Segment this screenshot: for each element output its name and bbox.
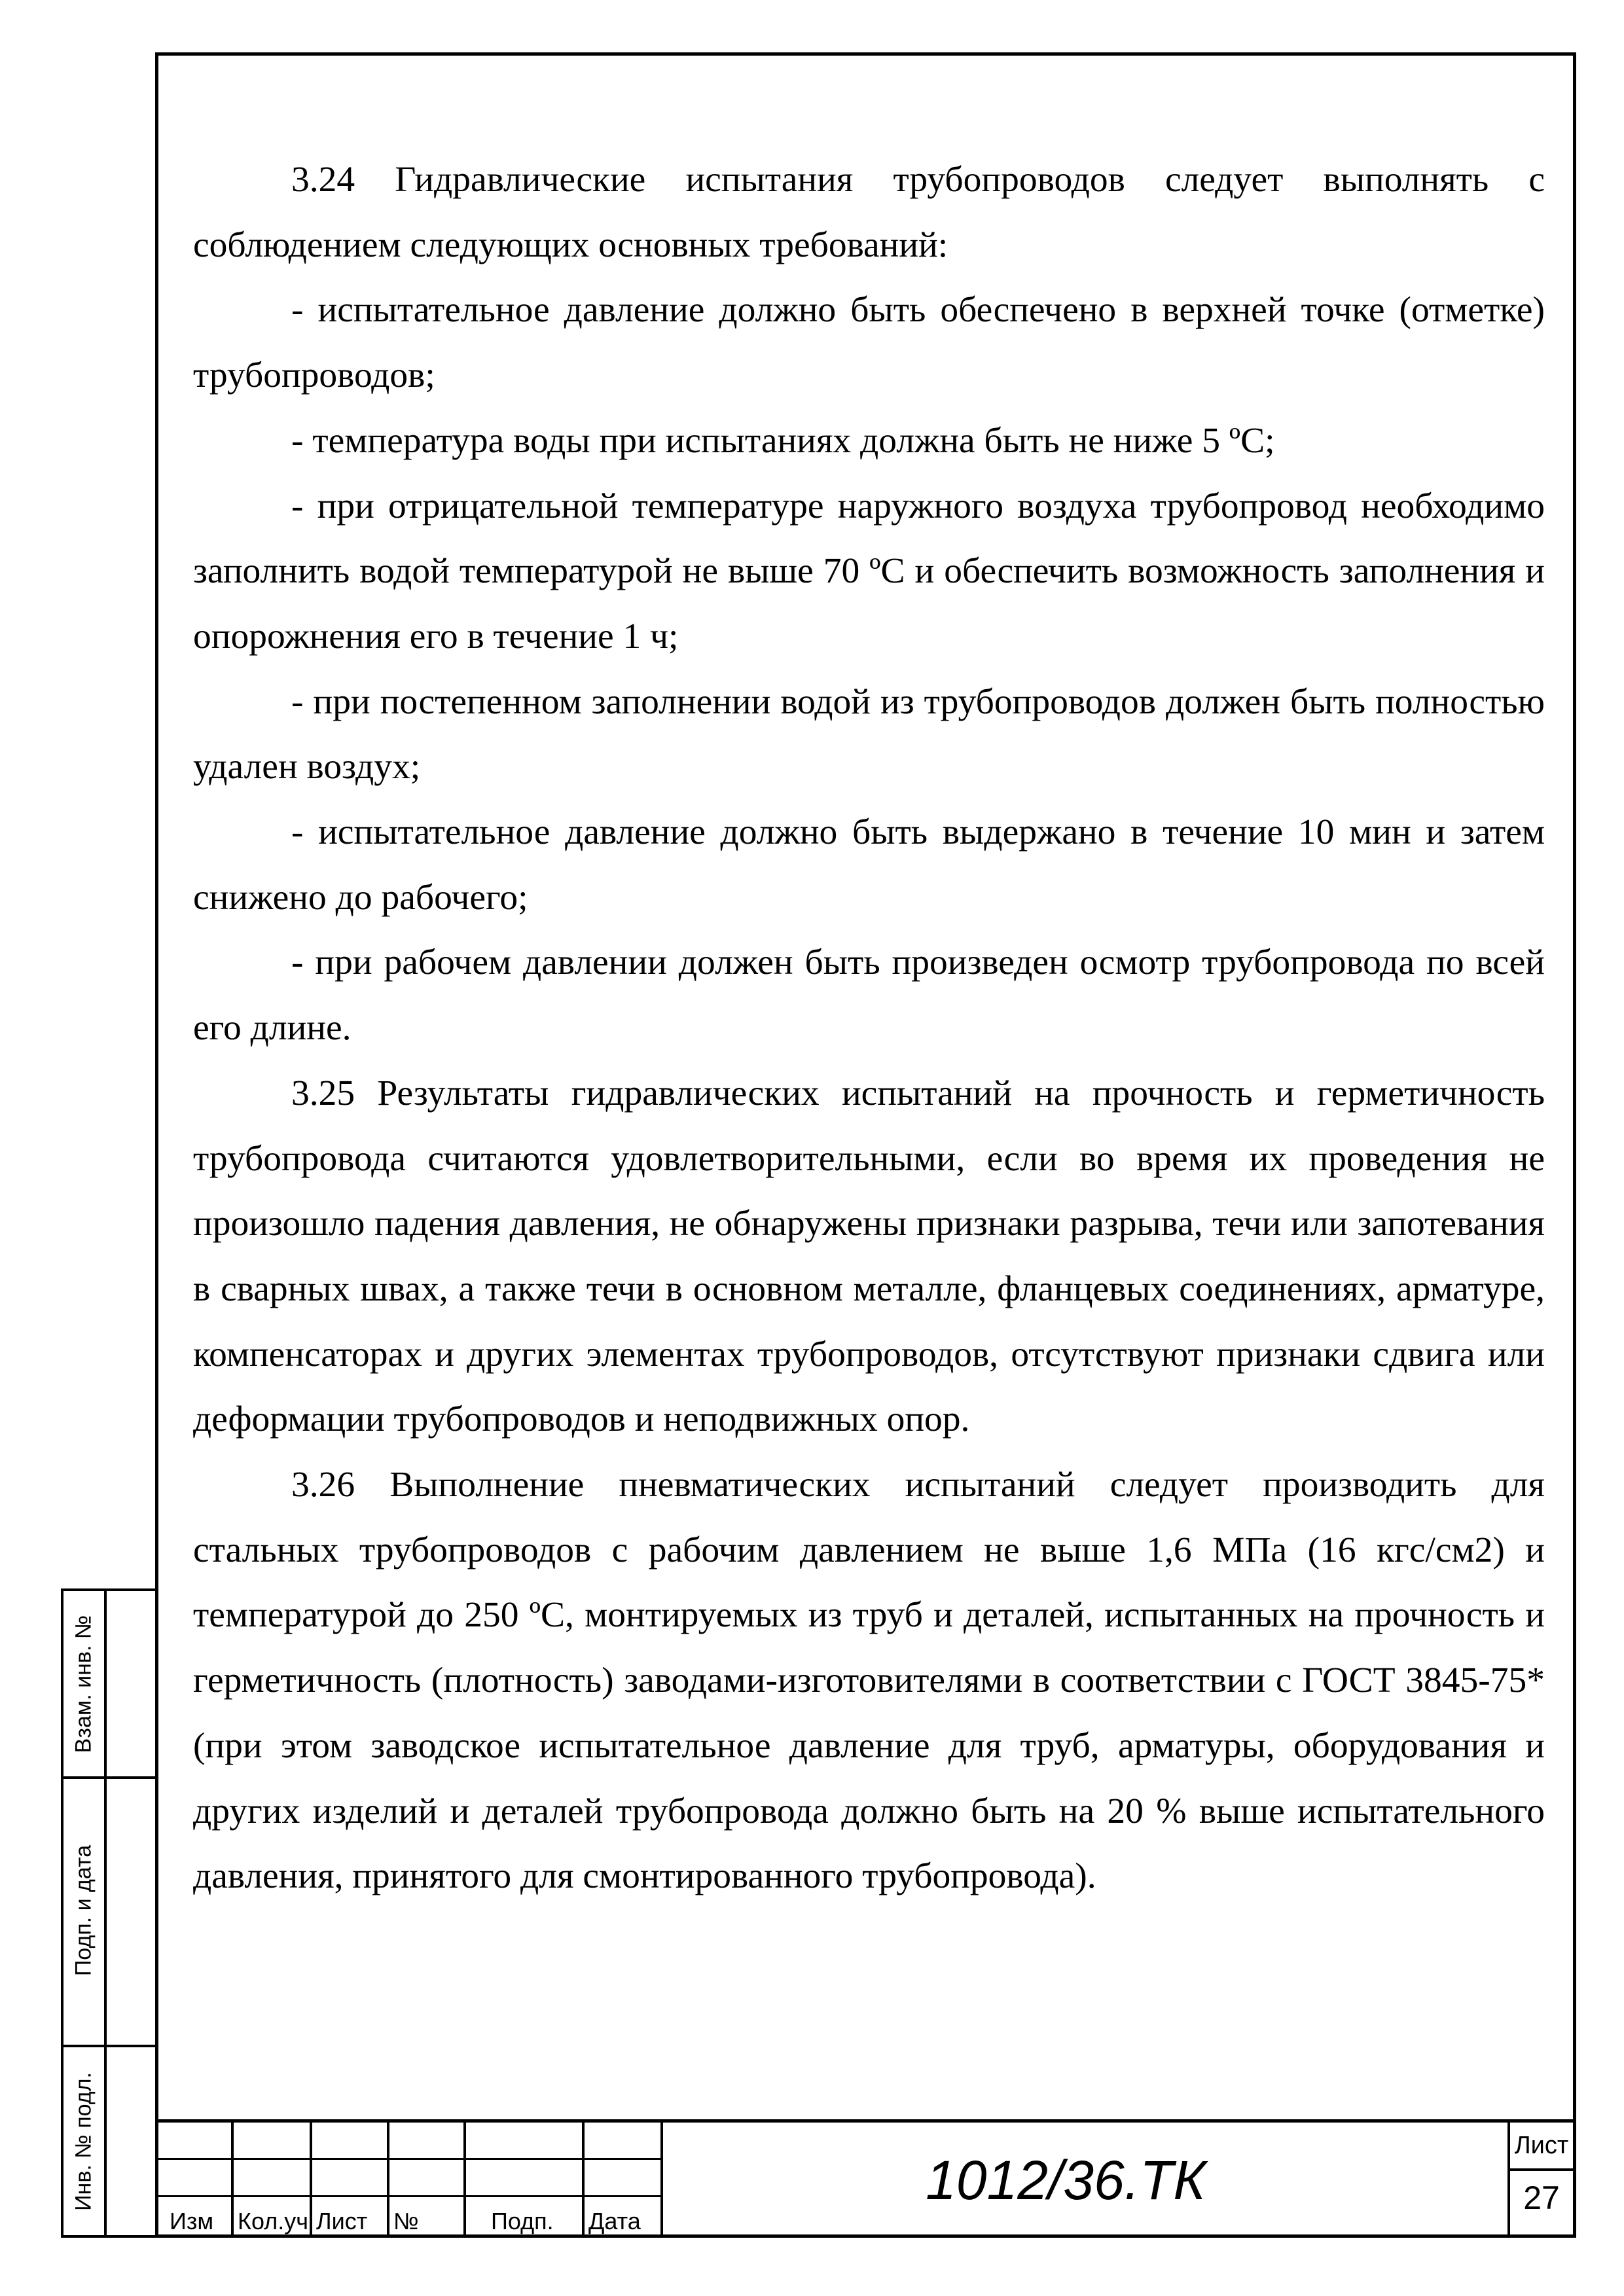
paragraph-requirement-6: - при рабочем давлении должен быть произведен осмотр трубопровода по всей его длине.: [193, 942, 1545, 1049]
paragraph-requirement-5: - испытательное давление должно быть выдержано в течение 10 мин и затем снижено до рабочего;: [193, 812, 1545, 918]
sheet-divider: [1510, 2168, 1573, 2171]
col-izm: Изм: [155, 2123, 234, 2238]
title-block: [155, 2119, 1576, 2238]
sheet-label: Лист: [1514, 2132, 1569, 2159]
paragraph-requirement-2: - температура воды при испытаниях должна быть не ниже 5 ºС;: [291, 420, 1275, 461]
col-list: Лист: [312, 2123, 389, 2238]
side-stamp-vzam-inv: [63, 1591, 155, 1779]
document-code: 1012/36.ТК: [926, 2149, 1206, 2211]
paragraph-3-26: 3.26 Выполнение пневматических испытаний следует производить для стальных трубопроводов с рабочим давлением не выше 1,6 МПа (16 кгс/см2) и температурой до 250 ºС, монтируемых из труб и деталей, испытанных на прочность и герметичность (плотность) заводами-изготовителями в соответствии с ГОСТ 3845-75* (при этом заводское испытательное давление для труб, арматуры, оборудования и других изделий и деталей трубопровода должно быть на 20 % выше испытательного давления, принятого для смонтированного трубопровода).: [193, 1465, 1545, 1897]
col-number: №: [389, 2123, 466, 2238]
side-stamp-podp-data: [63, 1776, 155, 2047]
paragraph-3-24: 3.24 Гидравлические испытания трубопроводов следует выполнять с соблюдением следующих основных требований:: [193, 160, 1545, 265]
sheet-number: 27: [1523, 2179, 1560, 2216]
side-label-inv-podl: Инв. № подл.: [71, 2072, 96, 2211]
col-kol-uch: Кол.уч: [234, 2123, 312, 2238]
document-body: [193, 147, 1545, 1909]
paragraph-requirement-1: - испытательное давление должно быть обеспечено в верхней точке (отметке) трубопроводов;: [193, 290, 1545, 396]
sheet-box: [1507, 2123, 1573, 2238]
side-stamp-inv-podl: [63, 2045, 155, 2238]
side-label-vzam-inv: Взам. инв. №: [71, 1615, 96, 1753]
paragraph-requirement-3: - при отрицательной температуре наружного воздуха трубопровод необходимо заполнить водой температурой не выше 70 ºС и обеспечить возможность заполнения и опорожнения его в течение 1 ч;: [193, 486, 1545, 656]
col-data: Дата: [585, 2123, 663, 2238]
side-label-podp-data: Подп. и дата: [71, 1844, 96, 1977]
col-podp: Подп.: [466, 2123, 585, 2238]
paragraph-3-25: 3.25 Результаты гидравлических испытаний на прочность и герметичность трубопровода считаются удовлетворительными, если во время их проведения не произошло падения давления, не обнаружены признаки разрыва, течи или запотевания в сварных швах, а также течи в основном металле, фланцевых соединениях, арматуре, компенсаторах и других элементах трубопроводов, отсутствуют признаки сдвига или деформации трубопроводов и неподвижных опор.: [193, 1073, 1545, 1440]
side-stamp: [61, 1588, 155, 2238]
paragraph-requirement-4: - при постепенном заполнении водой из трубопроводов должен быть полностью удален воздух;: [193, 681, 1545, 787]
